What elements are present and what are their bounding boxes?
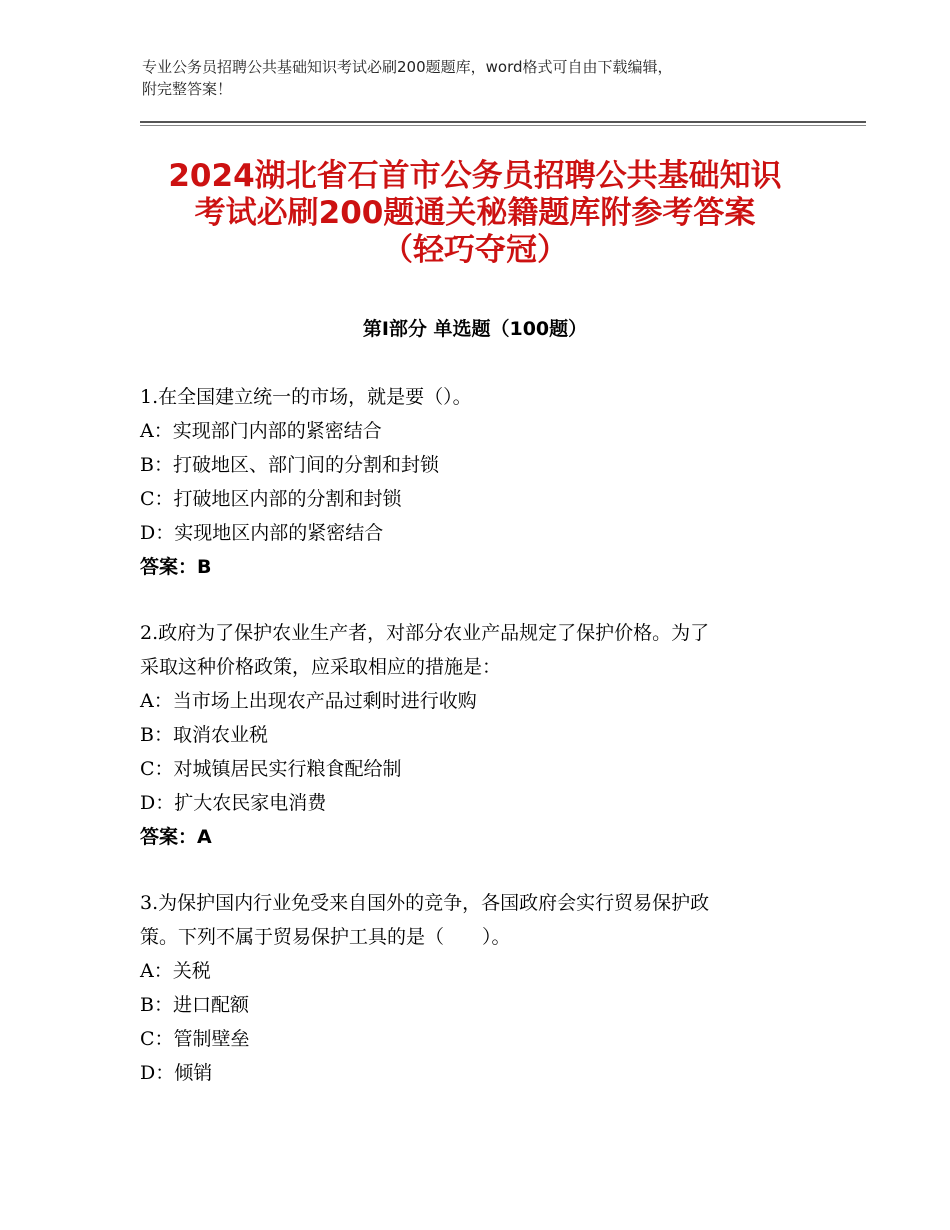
option-c: C：对城镇居民实行粮食配给制 <box>140 758 402 780</box>
option-c: C：打破地区内部的分割和封锁 <box>140 488 402 510</box>
document-title-line-1: 2024湖北省石首市公务员招聘公共基础知识 <box>168 158 782 194</box>
option-a: A：实现部门内部的紧密结合 <box>140 420 382 442</box>
option-d: D：扩大农民家电消费 <box>140 792 327 814</box>
header-note-line-2: 附完整答案！ <box>142 80 233 98</box>
header-note-line-1: 专业公务员招聘公共基础知识考试必刷200题题库，word格式可自由下载编辑， <box>142 58 673 76</box>
option-b: B：取消农业税 <box>140 724 268 746</box>
answer-label: 答案：A <box>140 826 212 848</box>
answer-label: 答案：B <box>140 556 212 578</box>
header-note <box>142 56 822 100</box>
option-d: D：实现地区内部的紧密结合 <box>140 522 384 544</box>
option-a: A：当市场上出现农产品过剩时进行收购 <box>140 690 477 712</box>
document-title <box>100 158 850 269</box>
question-stem-line-1: 3.为保护国内行业免受来自国外的竞争，各国政府会实行贸易保护政 <box>140 892 710 914</box>
question-stem-line-2: 策。下列不属于贸易保护工具的是（ ）。 <box>140 926 511 948</box>
question-2 <box>140 616 820 854</box>
header-divider-thick <box>140 121 866 123</box>
option-d: D：倾销 <box>140 1062 213 1084</box>
option-b: B：进口配额 <box>140 994 249 1016</box>
option-a: A：关税 <box>140 960 211 982</box>
header-divider-thin <box>140 125 866 126</box>
document-title-line-3: （轻巧夺冠） <box>382 232 568 268</box>
question-stem: 1.在全国建立统一的市场，就是要（）。 <box>140 386 472 408</box>
question-3 <box>140 886 820 1090</box>
section-title: 第Ⅰ部分 单选题（100题） <box>362 318 588 340</box>
question-1 <box>140 380 820 584</box>
document-title-line-2: 考试必刷200题通关秘籍题库附参考答案 <box>194 195 756 231</box>
option-b: B：打破地区、部门间的分割和封锁 <box>140 454 439 476</box>
question-stem-line-1: 2.政府为了保护农业生产者，对部分农业产品规定了保护价格。为了 <box>140 622 710 644</box>
option-c: C：管制壁垒 <box>140 1028 250 1050</box>
question-list <box>140 380 820 1122</box>
question-stem-line-2: 采取这种价格政策，应采取相应的措施是： <box>140 656 502 678</box>
